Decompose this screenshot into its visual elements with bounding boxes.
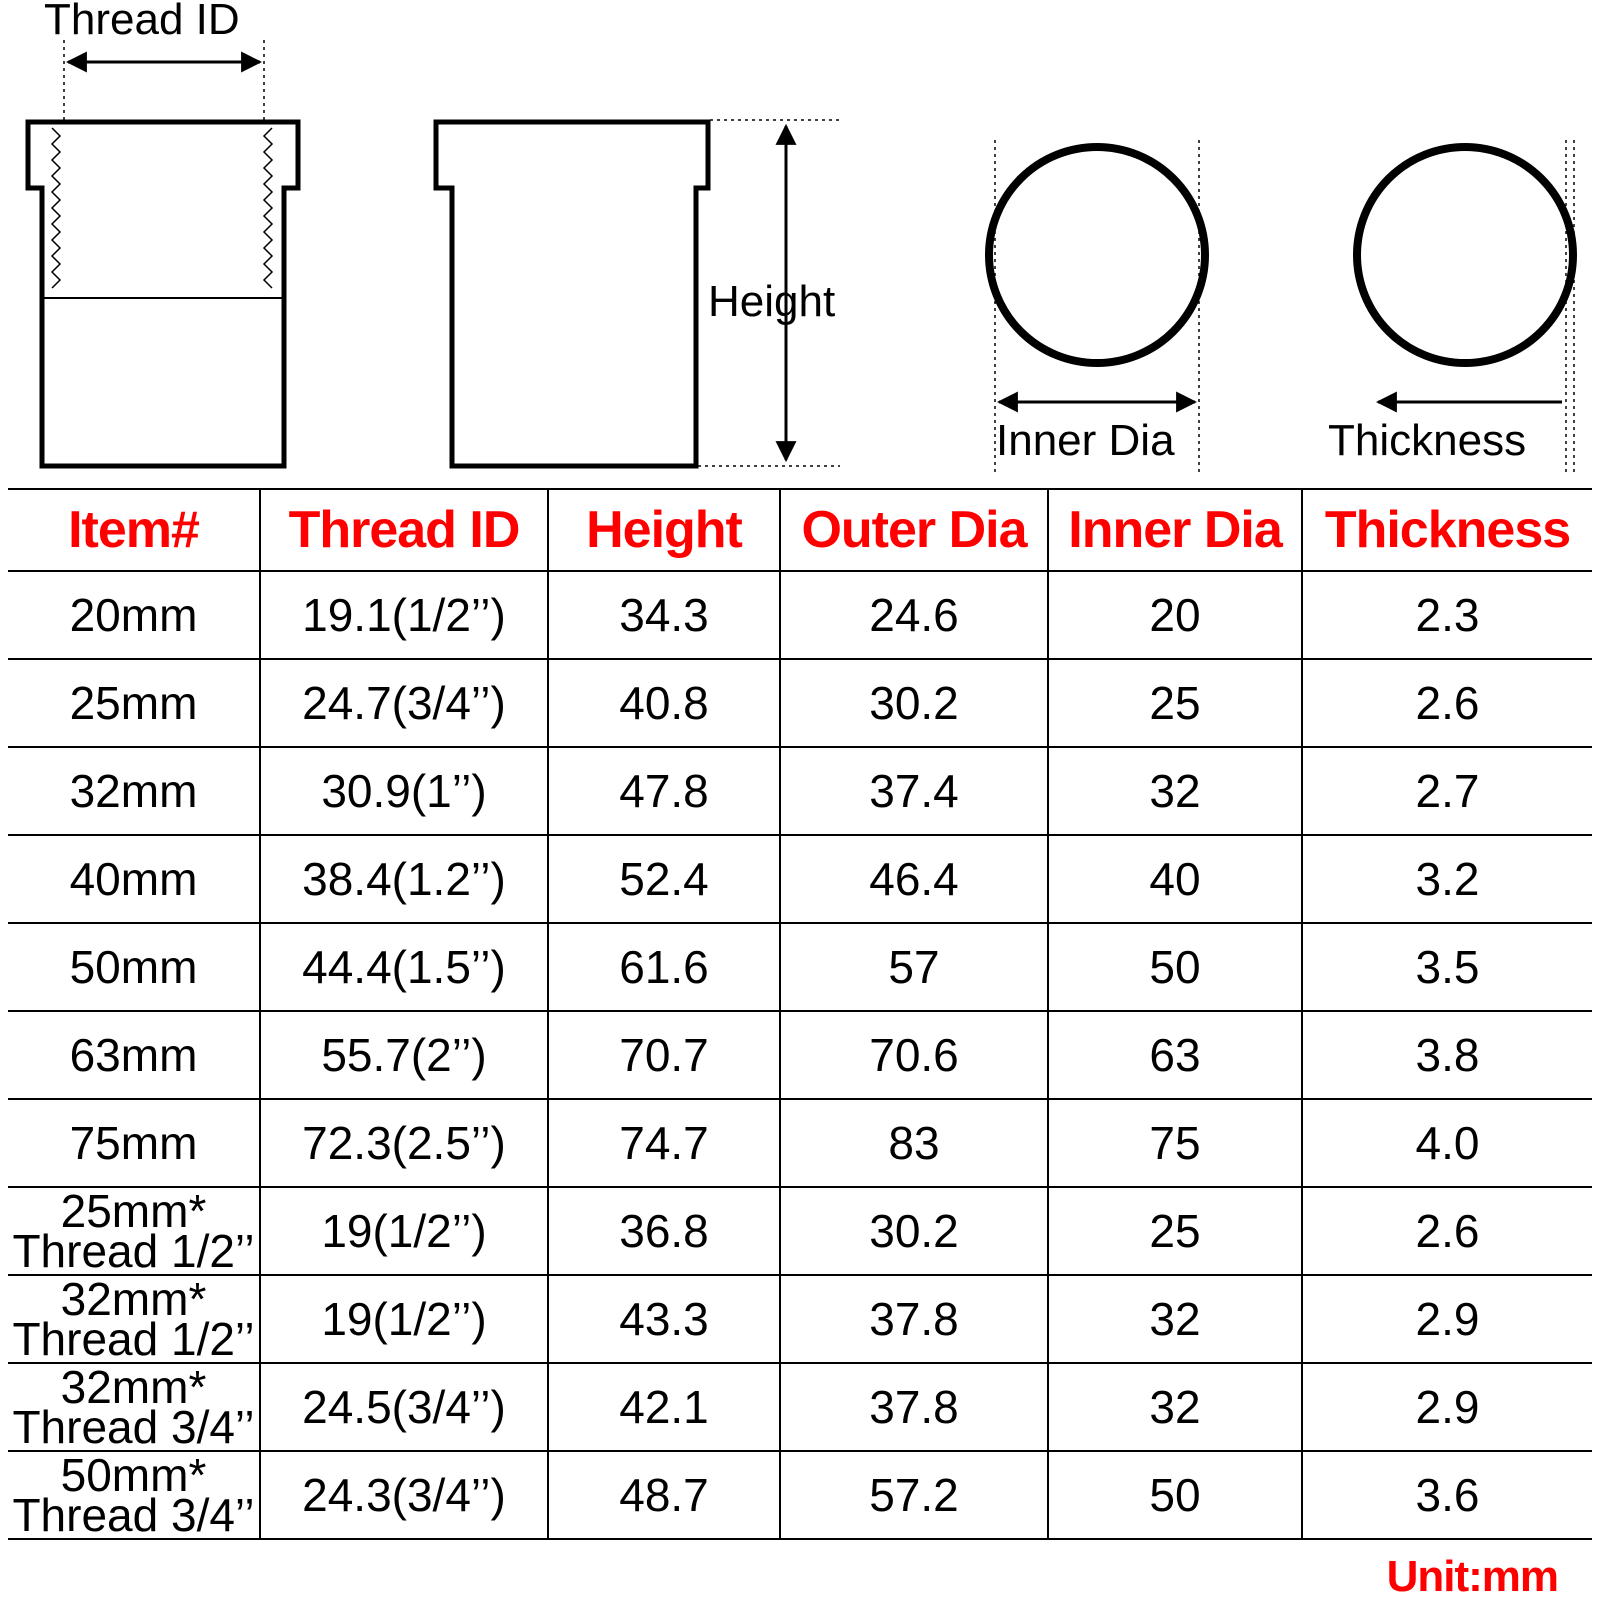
- left-thread-zigzag: [52, 128, 60, 288]
- cell-thread-id: 30.9(1’’): [260, 747, 548, 835]
- cell-thread-id: 19(1/2’’): [260, 1275, 548, 1363]
- cell-thickness: 2.9: [1302, 1275, 1592, 1363]
- threaded-fitting-drawing: [28, 0, 298, 466]
- table-row: [8, 1099, 1592, 1187]
- table-row: [8, 747, 1592, 835]
- table-row: [8, 923, 1592, 1011]
- cell-inner-dia: 20: [1048, 571, 1302, 659]
- cell-thickness: 2.9: [1302, 1363, 1592, 1451]
- inner-dia-label: Inner Dia: [996, 416, 1175, 465]
- unit-note: Unit:mm: [1386, 1552, 1558, 1601]
- item-line: 32mm: [69, 765, 198, 817]
- thickness-drawing: [1328, 140, 1574, 474]
- table-row: [8, 1451, 1592, 1539]
- cell-inner-dia: 50: [1048, 1451, 1302, 1539]
- header-outer-dia: Outer Dia: [780, 489, 1048, 571]
- cell-item: [8, 923, 260, 1011]
- cell-height: 40.8: [548, 659, 780, 747]
- cell-thickness: 3.6: [1302, 1451, 1592, 1539]
- cell-outer-dia: 37.8: [780, 1275, 1048, 1363]
- dimension-diagram: [0, 0, 1600, 480]
- item-line: 75mm: [69, 1117, 198, 1169]
- right-thread-zigzag: [264, 128, 272, 288]
- cell-height: 48.7: [548, 1451, 780, 1539]
- cell-item: [8, 835, 260, 923]
- cell-thread-id: 44.4(1.5’’): [260, 923, 548, 1011]
- header-item: Item#: [8, 489, 260, 571]
- cell-item: [8, 1099, 260, 1187]
- cell-thickness: 3.8: [1302, 1011, 1592, 1099]
- cell-inner-dia: 25: [1048, 1187, 1302, 1275]
- cell-outer-dia: 57.2: [780, 1451, 1048, 1539]
- cell-height: 36.8: [548, 1187, 780, 1275]
- cell-thread-id: 24.7(3/4’’): [260, 659, 548, 747]
- cell-thread-id: 72.3(2.5’’): [260, 1099, 548, 1187]
- item-line: Thread 1/2’’: [12, 1225, 255, 1277]
- inner-dia-drawing: [989, 140, 1205, 474]
- plain-fitting-drawing: [436, 120, 840, 466]
- cell-outer-dia: 46.4: [780, 835, 1048, 923]
- item-line: 32mm*: [60, 1361, 207, 1413]
- table-row: [8, 835, 1592, 923]
- cell-inner-dia: 40: [1048, 835, 1302, 923]
- cell-inner-dia: 25: [1048, 659, 1302, 747]
- cell-item: [8, 1187, 260, 1275]
- table-row: [8, 571, 1592, 659]
- cell-thread-id: 38.4(1.2’’): [260, 835, 548, 923]
- table-row: [8, 1275, 1592, 1363]
- cell-height: 34.3: [548, 571, 780, 659]
- cell-thread-id: 19.1(1/2’’): [260, 571, 548, 659]
- cell-height: 74.7: [548, 1099, 780, 1187]
- cell-outer-dia: 83: [780, 1099, 1048, 1187]
- cell-thickness: 2.6: [1302, 1187, 1592, 1275]
- cell-outer-dia: 57: [780, 923, 1048, 1011]
- header-thread-id: Thread ID: [260, 489, 548, 571]
- cell-thickness: 2.3: [1302, 571, 1592, 659]
- thickness-label: Thickness: [1328, 416, 1527, 465]
- thickness-circle: [1357, 147, 1573, 363]
- cell-item: [8, 1011, 260, 1099]
- cell-inner-dia: 75: [1048, 1099, 1302, 1187]
- item-line: 40mm: [69, 853, 198, 905]
- item-line: 25mm*: [60, 1185, 207, 1237]
- table-row: [8, 1363, 1592, 1451]
- header-inner-dia: Inner Dia: [1048, 489, 1302, 571]
- item-line: Thread 3/4’’: [12, 1489, 255, 1541]
- cell-thickness: 3.2: [1302, 835, 1592, 923]
- cell-thickness: 2.7: [1302, 747, 1592, 835]
- item-line: 25mm: [69, 677, 198, 729]
- cell-outer-dia: 30.2: [780, 1187, 1048, 1275]
- thread-id-label: Thread ID: [44, 0, 240, 44]
- header-height: Height: [548, 489, 780, 571]
- plain-fitting-outline: [436, 122, 708, 466]
- cell-thread-id: 19(1/2’’): [260, 1187, 548, 1275]
- cell-height: 52.4: [548, 835, 780, 923]
- cell-thread-id: 24.5(3/4’’): [260, 1363, 548, 1451]
- item-line: 50mm*: [60, 1449, 207, 1501]
- cell-height: 61.6: [548, 923, 780, 1011]
- cell-thread-id: 55.7(2’’): [260, 1011, 548, 1099]
- cell-thickness: 2.6: [1302, 659, 1592, 747]
- item-line: 32mm*: [60, 1273, 207, 1325]
- cell-outer-dia: 30.2: [780, 659, 1048, 747]
- cell-height: 43.3: [548, 1275, 780, 1363]
- cell-item: [8, 659, 260, 747]
- cell-outer-dia: 37.4: [780, 747, 1048, 835]
- cell-item: [8, 1363, 260, 1451]
- inner-dia-circle: [989, 147, 1205, 363]
- cell-item: [8, 1275, 260, 1363]
- cell-inner-dia: 50: [1048, 923, 1302, 1011]
- cell-inner-dia: 32: [1048, 747, 1302, 835]
- item-line: 20mm: [69, 589, 198, 641]
- cell-thread-id: 24.3(3/4’’): [260, 1451, 548, 1539]
- height-label: Height: [708, 277, 836, 326]
- cell-inner-dia: 63: [1048, 1011, 1302, 1099]
- table-row: [8, 1187, 1592, 1275]
- cell-height: 42.1: [548, 1363, 780, 1451]
- cell-item: [8, 1451, 260, 1539]
- cell-item: [8, 571, 260, 659]
- cell-inner-dia: 32: [1048, 1363, 1302, 1451]
- item-line: 63mm: [69, 1029, 198, 1081]
- cell-thickness: 3.5: [1302, 923, 1592, 1011]
- cell-outer-dia: 70.6: [780, 1011, 1048, 1099]
- threaded-fitting-outline: [28, 122, 298, 466]
- cell-outer-dia: 24.6: [780, 571, 1048, 659]
- cell-height: 70.7: [548, 1011, 780, 1099]
- table-row: [8, 1011, 1592, 1099]
- table-body: [8, 571, 1592, 1539]
- item-line: 50mm: [69, 941, 198, 993]
- item-line: Thread 1/2’’: [12, 1313, 255, 1365]
- cell-inner-dia: 32: [1048, 1275, 1302, 1363]
- cell-outer-dia: 37.8: [780, 1363, 1048, 1451]
- spec-table: [8, 488, 1592, 1540]
- header-thickness: Thickness: [1302, 489, 1592, 571]
- cell-height: 47.8: [548, 747, 780, 835]
- item-line: Thread 3/4’’: [12, 1401, 255, 1453]
- table-row: [8, 659, 1592, 747]
- cell-thickness: 4.0: [1302, 1099, 1592, 1187]
- cell-item: [8, 747, 260, 835]
- table-header-row: [8, 489, 1592, 571]
